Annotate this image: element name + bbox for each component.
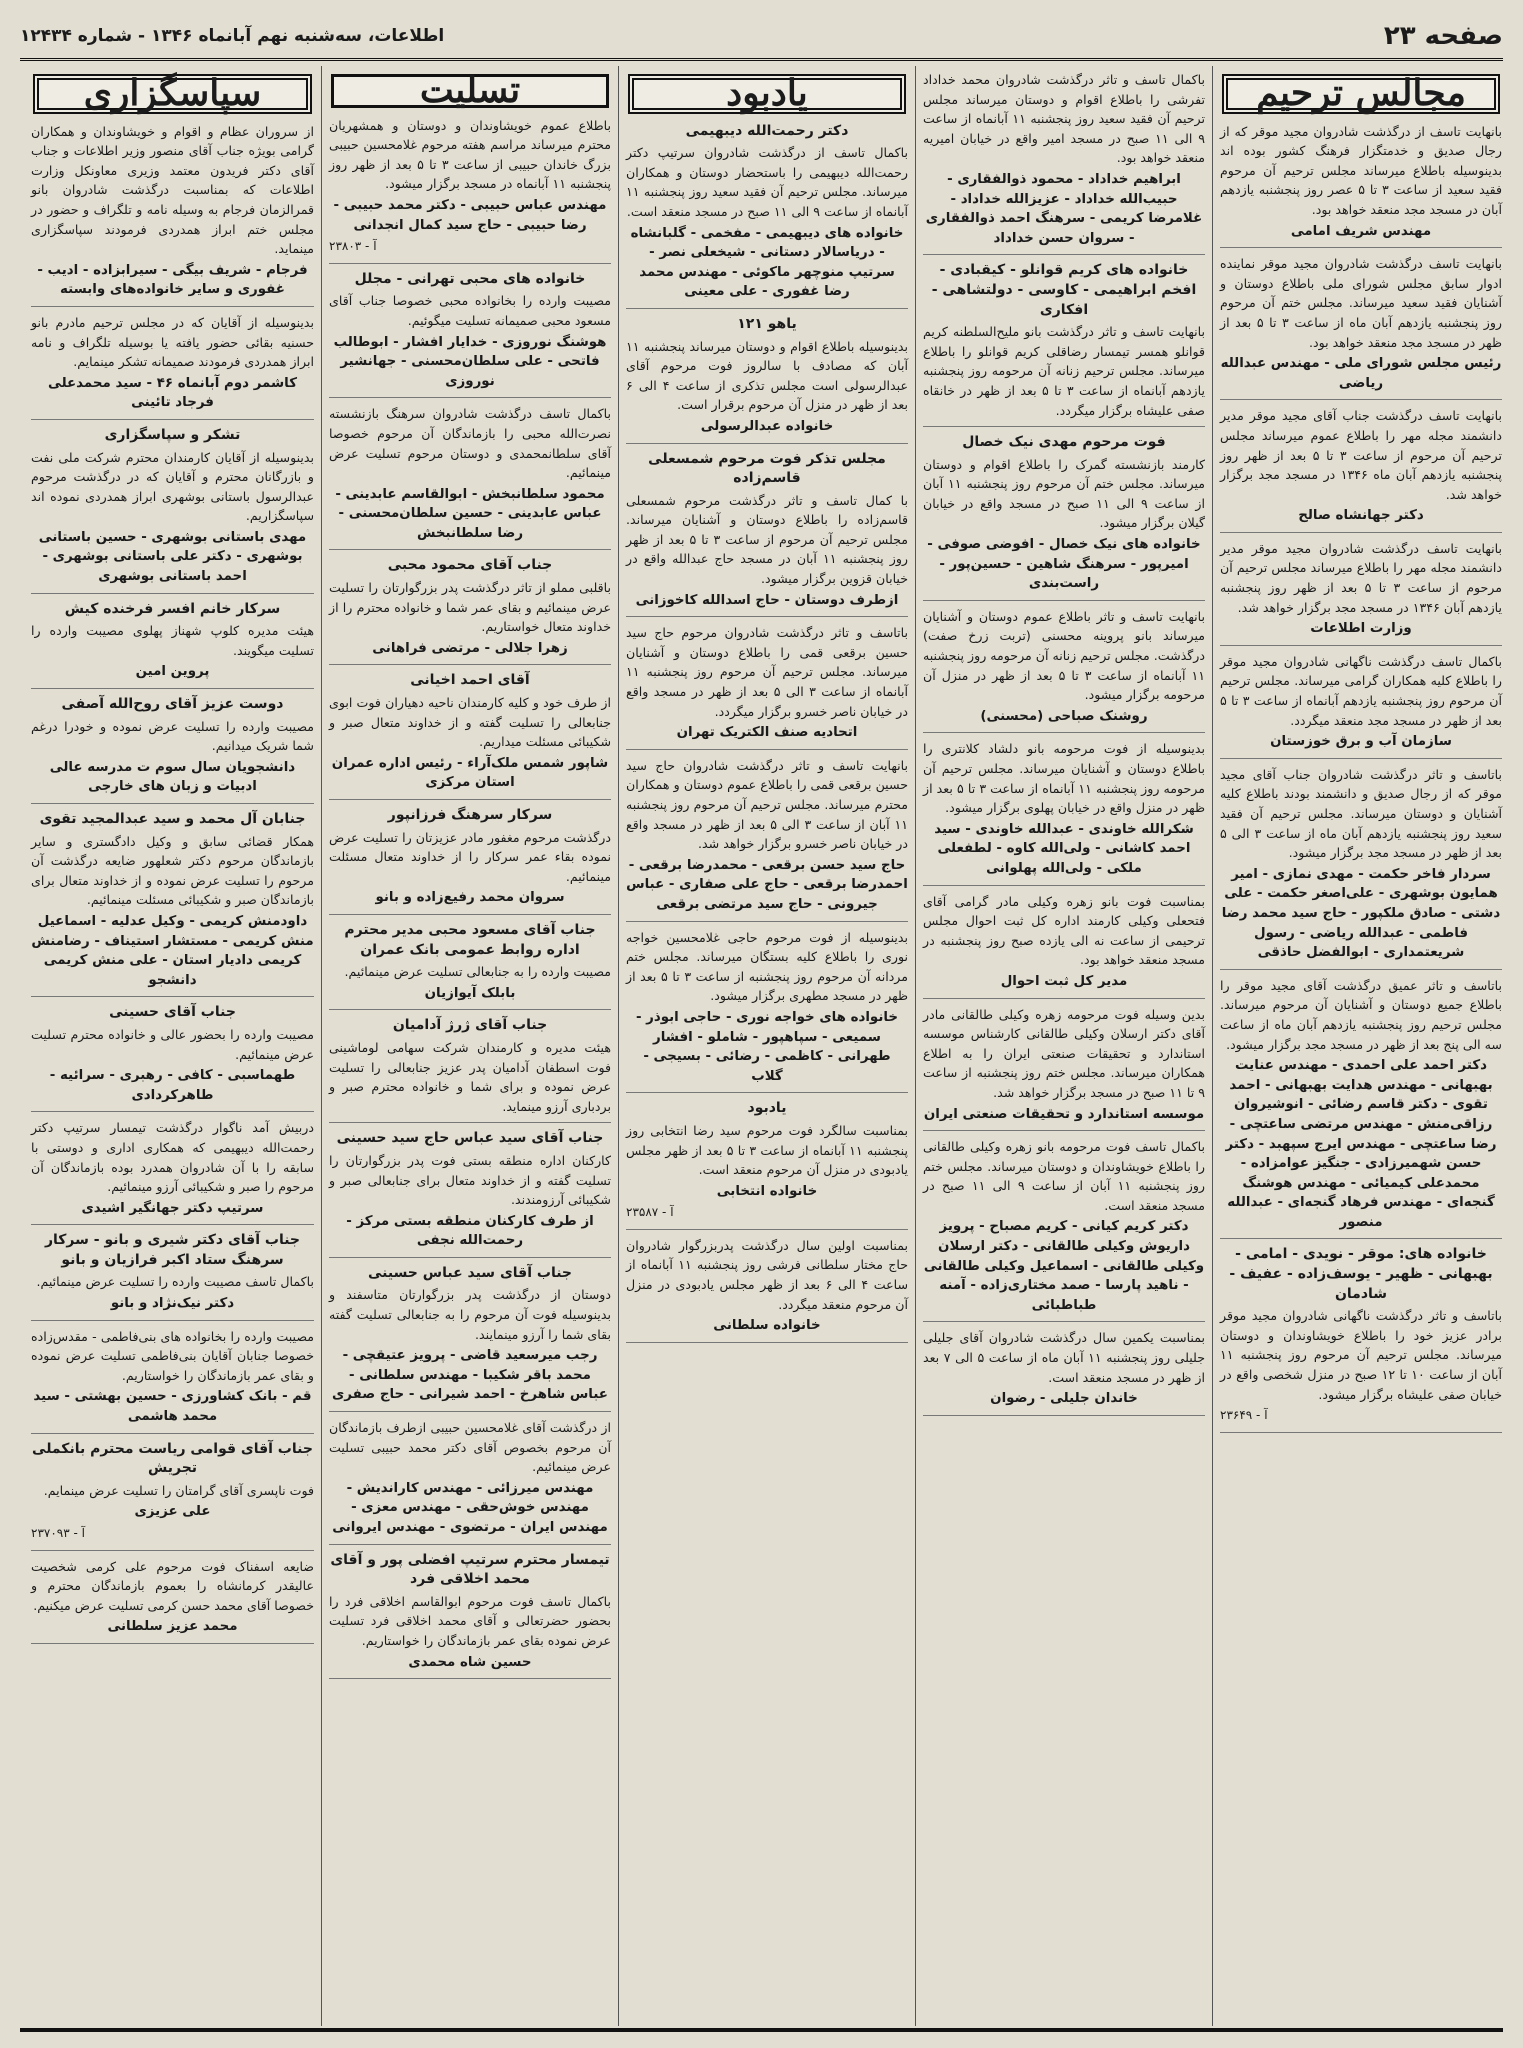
notice-signatories: سروان محمد رفیع‌زاده و بانو — [375, 890, 565, 906]
notice-body: باکمال تاسف و تاثر درگذشت شادروان محمد خداداد تفرشی را باطلاع اقوام و دوستان میرساند مجلس ترحیم آن فقید سعید روز پنجشنبه ۱۱ آبانماه از ساعت ۹ الی ۱۱ صبح در مسجد امیر واقع در خیابان امیریه منعقد خواهد بود. — [923, 72, 1206, 166]
notice-body: باتاسف و تاثر درگذشت شادروان مرحوم حاج سید حسین برقعی قمی را باطلاع دوستان و آشنایان میرساند. مجلس ترحیم آن مرحوم روز پنجشنبه ۱۱ آبانماه از ساعت ۳ الی ۵ بعد از ظهر در مسجد واقع در خیابان ناصر خسرو برگزار میگردد. — [626, 625, 908, 719]
notice — [1220, 765, 1502, 970]
ad-reference-code: آ - ۲۳۵۸۷ — [626, 1205, 674, 1220]
notice-body: دربیش آمد ناگوار درگذشت تیمسار سرتیپ دکتر رحمت‌الله دیبهیمی که همکاری اداری و دوستی با سابقه را با آن شادروان همدرد بوده بازماندگان آن مرحوم را صبر و شکیبائی آرزو مینمائیم. — [31, 1120, 314, 1195]
page-number: صفحه ۲۳ — [1383, 21, 1503, 51]
column-4 — [321, 66, 618, 2026]
notice-body: از طرف خود و کلیه کارمندان ناحیه دهیاران فوت ابوی جنابعالی را تسلیت گفته و از خداوند متعال صبر و شکیبائی مسئلت میداریم. — [329, 695, 611, 750]
notice-title: جناب آقای مسعود محبی مدیر محترم اداره روابط عمومی بانک عمران — [344, 921, 596, 958]
notice — [329, 671, 611, 800]
notice-title: یاهو ۱۲۱ — [737, 315, 797, 332]
notice-signatories: شاپور شمس ملک‌آراء - رئیس اداره عمران استان مرکزی — [331, 755, 609, 791]
notice-signatories: فرجام - شریف بیگی - سیرابزاده - ادیب - غفوری و سایر خانواده‌های وابسته — [37, 262, 308, 298]
notice — [923, 1328, 1205, 1415]
notice — [329, 1016, 611, 1123]
notice-body: باکمال تاسف از درگذشت شادروان سرتیپ دکتر رحمت‌الله دیبهیمی را باستحضار دوستان و همکاران میرساند. مجلس ترحیم آن فقید سعید روز پنجشنبه ۱۱ آبانماه از ساعت ۹ الی ۱۱ صبح در مسجد منعقد است. — [626, 145, 908, 219]
notice — [329, 1418, 611, 1545]
notice-body: با کمال تاسف و تاثر درگذشت مرحوم شمسعلی قاسم‌زاده را باطلاع دوستان و آشنایان میرساند. مجلس ترحیم آن مرحوم از ساعت ۳ تا ۵ بعد از ظهر روز پنجشنبه ۱۱ آبان در مسجد حاج عبدالله واقع در خیابان قزوین برگزار میشود. — [626, 492, 908, 587]
notice-body: باکمال تاسف مصیبت وارده را تسلیت عرض مینمائیم. — [36, 1274, 314, 1290]
section-banner: تسلیت — [331, 74, 609, 108]
notice-signatories: ازطرف دوستان - حاج اسدالله کاخوزانی — [635, 592, 899, 608]
notice-signatories: رجب میرسعید قاضی - پرویز عتیقچی - محمد باقر شکیبا - مهندس سلطانی - عباس شاهرخ - احمد شیرانی - حاج صفری — [332, 1348, 608, 1403]
section-banner: مجالس ترحیم — [1222, 74, 1500, 114]
notice-signatories: دکتر نیک‌نژاد و بانو — [110, 1296, 235, 1312]
notice — [923, 433, 1205, 601]
notice — [31, 695, 314, 804]
notice-body: کارمند بازنشسته گمرک را باطلاع اقوام و دوستان میرساند. مجلس ختم آن مرحوم روز پنجشنبه ۱۱ آبان از ساعت ۹ الی ۱۱ صبح در مسجد واقع در خیابان گیلان برگزار میشود. — [923, 456, 1206, 531]
notice — [626, 122, 908, 309]
notice-body: همکار قضائی سابق و وکیل دادگستری و سایر بازماندگان مرحوم دکتر شعلهور ضایعه درگذشت آن مرحوم را تسلیت عرض نموده و از خداوند متعال برای بازماندگان صبر و شکیبائی مسئلت مینمائیم. — [31, 833, 314, 908]
notice-signatories: دکتر احمد علی احمدی - مهندس عنایت بهبهانی - مهندس هدایت بهبهانی - احمد تقوی - دکتر قاسم رضائی - انوشیروان رزاقی‌منش - مهندس مرتضی ساعتچی - رضا ساعتچی - مهندس ایرج سپهبد - دکتر حسن شهمیرزادی - جنگیز عوامزاده - محمدعلی کیمیائی - مهندس هوشنگ گنجه‌ای - مهندس فرهاد گنجه‌ای - عبدالله منصور — [1225, 1058, 1497, 1230]
notice-signatories: زهرا جلالی - مرتضی فراهانی — [372, 640, 568, 656]
notice-signatories: خاندان جلیلی - رضوان — [990, 1391, 1138, 1407]
notice-signatories: خانواده های نیک خصال - افوضی صوفی - امیرپور - سرهنگ شاهین - حسین‌پور - راست‌بندی — [927, 537, 1201, 592]
notice-body: کارکنان اداره منطقه بستی فوت پدر بزرگوارتان را تسلیت گفته و از خداوند متعال برای جنابعالی صبر و شکیبائی آرزومندند. — [329, 1152, 611, 1208]
notice — [626, 1099, 908, 1230]
notice — [626, 1236, 908, 1343]
notice — [31, 313, 314, 420]
notice — [626, 315, 908, 444]
notice-title: جناب آقای ژرژ آدامیان — [392, 1017, 548, 1034]
notice — [31, 122, 314, 307]
notice — [31, 1440, 314, 1551]
notice-signatories: دکتر کریم کیانی - کریم مصباح - پرویز داریوش وکیلی طالقانی - دکتر ارسلان وکیلی طالقانی - اسماعیل وکیلی طالقانی - ناهید پارسا - صمد مختاری‌زاده - آمنه طباطبائی — [923, 1219, 1205, 1313]
notice — [31, 1557, 314, 1644]
page-header — [20, 14, 1503, 61]
notice-body: باقلبی مملو از تاثر درگذشت پدر بزرگوارتان را تسلیت عرض مینمائیم و بقای عمر شما و خانواده محترم را از خداوند متعال خواستاریم. — [329, 580, 611, 635]
notice-title: جناب آقای سید عباس حاج سید حسینی — [336, 1130, 604, 1147]
notice-signatories: رئیس مجلس شورای ملی - مهندس عبدالله ریاضی — [1220, 356, 1502, 391]
notice-signatories: طهماسبی - کافی - رهبری - سرائیه - طاهرکردادی — [49, 1068, 296, 1103]
notice-body: بمناسبت فوت بانو زهره وکیلی مادر گرامی آقای فتحعلی وکیلی کارمند اداره کل ثبت احوال مجلس ترحیمی از ساعت نه الی یازده صبح روز پنجشنبه در مسجد منعقد خواهد بود. — [923, 893, 1205, 968]
notice-title: آقای احمد اخیانی — [410, 672, 530, 689]
notice-body: هیئت مدیره کلوپ شهناز پهلوی مصیبت وارده را تسلیت میگویند. — [31, 623, 314, 658]
notice — [923, 261, 1205, 427]
notice-body: بانهایت تاسف از درگذشت شادروان مجید موقر که از رجال صدیق و خدمتگزار فرهنگ کشور بوده اند بدینوسیله باطلاع میرساند مجلس ترحیم آن مرحوم فقید سعید از ساعت ۳ تا ۵ عصر روز پنجشنبه یازدهم آبان در مسجد مجد منعقد خواهد بود. — [1220, 123, 1502, 217]
notice-signatories: روشنک صباحی (محسنی) — [980, 708, 1148, 724]
notice — [923, 70, 1205, 255]
notice-body: باکمال تاسف درگذشت ناگهانی شادروان مجید موقر را باطلاع کلیه همکاران گرامی میرساند. مجلس ترحیم آن مرحوم روز پنجشنبه یازدهم آبانماه از ساعت ۳ تا ۵ بعد از ظهر در مسجد مجد منعقد میگردد. — [1220, 653, 1502, 728]
notice-title: جناب آقای دکتر شیری و بانو - سرکار سرهنگ ستاد اکبر فرازیان و بانو — [44, 1232, 301, 1268]
notice-body: درگذشت مرحوم مغفور مادر عزیزتان را تسلیت عرض نموده بقاء عمر سرکار را از خداوند متعال مسئلت مینمائیم. — [329, 829, 611, 884]
notice — [31, 1003, 314, 1112]
notice-body: باتاسف و تاثر عمیق درگذشت آقای مجید موقر را باطلاع جمیع دوستان و آشنایان آن مرحوم میرساند. مجلس ترحیم روز پنجشنبه یازدهم آبان ماه از ساعت سه الی پنج بعد از ظهر در مسجد مجد برگزار میشود. — [1220, 977, 1502, 1052]
notice — [1220, 1245, 1502, 1432]
notice-body: بانهایت تاسف و تاثر درگذشت بانو ملیح‌السلطنه کریم قوانلو همسر تیمسار رضاقلی کریم قوانلو را باطلاع میرساند. مجلس ترحیم زنانه آن مرحومه روز پنجشنبه یازدهم آبانماه از ساعت ۳ تا ۵ بعد از ظهر در خانقاه صفی علیشاه برگزار میگردد. — [923, 324, 1205, 418]
notice — [1220, 122, 1502, 249]
notice — [923, 607, 1205, 734]
notice — [329, 270, 611, 399]
notice-signatories: هوشنگ نوروزی - خدایار افشار - ابوطالب فاتحی - علی سلطان‌محسنی - جهانشیر نوروزی — [333, 334, 607, 389]
column-5 — [24, 66, 321, 2026]
notice — [626, 623, 908, 750]
notice-title: سرکار خانم افسر فرخنده کیش — [64, 600, 281, 617]
notice-signatories: خانواده انتخابی — [716, 1183, 818, 1199]
notice — [329, 806, 611, 915]
section-banner: یادبود — [628, 74, 906, 114]
notice-title: مجلس تذکر فوت مرحوم شمسعلی قاسم‌زاده — [648, 450, 886, 487]
notice-body: بدینوسیله از فوت مرحوم حاجی غلامحسین خواجه نوری را باطلاع کلیه بستگان میرساند. مجلس ختم مردانه آن مرحوم روز پنجشنبه از ساعت ۳ تا ۵ بعد از ظهر در مسجد مطهری برگزار میشود. — [626, 929, 909, 1004]
column-1 — [1212, 66, 1509, 2026]
notice-signatories: سردار فاخر حکمت - مهدی نمازی - امیر همایون بوشهری - علی‌اصغر حکمت - علی دشتی - صادق ملکپور - حاج سید محمد رضا فاطمی - عبدالله ریاضی - رسول شریعتمداری - ابوالفضل حاذقی — [1221, 866, 1501, 961]
notice-body: فوت ناپسری آقای گرامتان را تسلیت عرض مینمایم. — [43, 1482, 314, 1498]
notice-signatories: مهندس عباس حبیبی - دکتر محمد حبیبی - رضا حبیبی - حاج سید کمال انجدانی — [333, 197, 607, 233]
ad-reference-code: آ - ۲۳۷۰۹۳ — [31, 1526, 85, 1540]
notice — [1220, 254, 1502, 400]
notice-signatories: وزارت اطلاعات — [1310, 621, 1412, 637]
notice-title: تشکر و سپاسگزاری — [104, 426, 241, 443]
notice-signatories: خانواده سلطانی — [713, 1318, 821, 1334]
notice-title: یادبود — [747, 1100, 787, 1117]
notice — [329, 921, 611, 1010]
notice-body: بانهایت تاسف و تاثر باطلاع عموم دوستان و آشنایان میرساند بانو پروینه محسنی (تربت زرخ صفت) درگذشت. مجلس ترحیم زنانه آن مرحومه روز پنجشنبه ۱۱ آبانماه از ساعت ۳ تا ۵ بعد از ظهر در منزل آن مرحومه برگزار میشود. — [923, 608, 1205, 703]
notice — [1220, 539, 1502, 646]
notice-body: بمناسبت یکمین سال درگذشت شادروان آقای جلیلی جلیلی روز پنجشنبه ۱۱ آبان ماه از ساعت ۵ الی ۷ بعد از ظهر در مسجد منعقد است. — [923, 1330, 1206, 1385]
notice-signatories: کاشمر دوم آبانماه ۴۶ - سید محمدعلی فرجاد تائینی — [48, 375, 297, 411]
notice-signatories: ابراهیم خداداد - محمود ذوالفقاری - حبیب‌الله خداداد - عزیزالله خداداد - غلامرضا کریمی - سرهنگ احمد ذوالفقاری - سروان حسن خداداد — [925, 171, 1203, 246]
notice-title: جناب آقای قوامی ریاست محترم بانکملی تجریش — [32, 1440, 313, 1477]
notice-title: خانواده های: موقر - نویدی - امامی - بهبهانی - ظهیر - یوسف‌زاده - عفیف - شادمان — [1229, 1246, 1493, 1302]
notice-body: بانهایت تاسف درگذشت شادروان مجید موقر نماینده ادوار سابق مجلس شورای ملی باطلاع دوستان و آشنایان فقید سعید میرساند. مجلس ختم آن مرحوم روز پنجشنبه یازدهم آبان ماه از ساعت ۳ تا ۵ بعد از ظهر در مسجد مجد منعقد خواهد بود. — [1220, 256, 1502, 350]
notice-title: فوت مرحوم مهدی نیک خصال — [962, 434, 1166, 451]
notice-body: بمناسبت اولین سال درگذشت پدربزرگوار شادروان حاج مختار سلطانی فرشی روز پنجشنبه ۱۱ آبانماه از ساعت ۴ الی ۶ بعد از ظهر مجلس یادبودی در منزل آن مرحوم منعقد میگردد. — [626, 1237, 909, 1312]
notice-body: بانهایت تاسف درگذشت جناب آقای مجید موقر مدیر دانشمند مجله مهر را باطلاع عموم میرساند مجلس ترحیم آن مرحوم از ساعت ۳ تا ۵ بعد از ظهر روز پنجشنبه یازدهم آبان ماه ۱۳۴۶ در مسجد مجد برگزار خواهد شد. — [1220, 408, 1502, 502]
notice-signatories: پروین امین — [135, 664, 210, 680]
notice — [329, 1551, 611, 1680]
notice-body: مصیبت وارده را بحضور عالی و خانواده محترم تسلیت عرض مینمائیم. — [31, 1026, 314, 1062]
notice-body: بمناسبت سالگرد فوت مرحوم سید رضا انتخابی روز پنجشنبه ۱۱ آبانماه از ساعت ۳ تا ۵ بعد از ظهر مجلس یادبودی در منزل آن مرحوم منعقد است. — [626, 1122, 908, 1178]
notice-body: باطلاع عموم خویشاوندان و دوستان و همشهریان محترم میرساند مراسم هفته مرحوم غلامحسین حبیبی بزرگ خاندان حبیبی از ساعت ۳ تا ۵ بعد از ظهر روز پنجشنبه ۱۱ آبانماه در مسجد برگزار میشود. — [329, 117, 611, 192]
notice-signatories: خانواده های خواجه نوری - حاجی ابوذر - سمیعی - سپاهپور - شاملو - افشار طهرانی - کاظمی - رضائی - بسیجی - گلاب — [635, 1009, 899, 1084]
notice-body: مصیبت وارده را تسلیت عرض نموده و خودرا درغم شما شریک میدانیم. — [31, 718, 314, 754]
notice-title: جنابان آل محمد و سید عبدالمجید تقوی — [39, 811, 306, 827]
notice — [329, 116, 611, 264]
notice-signatories: دکتر جهانشاه صالح — [1298, 508, 1424, 524]
notice-body: بدین وسیله فوت مرحومه زهره وکیلی طالقانی مادر آقای دکتر ارسلان وکیلی طالقانی کارشناس موسسه استاندارد و تحقیقات صنعتی ایران را به اطلاع همکاران میرساند. مجلس ختم روز پنجشنبه از ساعت ۹ تا ۱۱ صبح در مسجد برگزار خواهد شد. — [923, 1006, 1205, 1100]
notice-title: دکتر رحمت‌الله دیبهیمی — [685, 122, 849, 139]
notice-signatories: شکرالله خاوندی - عبدالله خاوندی - سید احمد کاشانی - ولی‌الله کاوه - لطفعلی ملکی - ولی‌الله پهلوانی — [934, 821, 1194, 876]
notice-signatories: از طرف کارکنان منطقه بستی مرکز - رحمت‌الله نجفی — [346, 1213, 594, 1249]
notice-body: دوستان از درگذشت پدر بزرگوارتان متاسفند و بدینوسیله فوت آن مرحوم را به جنابعالی تسلیت گفته بقای شما را آرزو مینمایند. — [329, 1287, 611, 1342]
notice — [31, 1327, 314, 1434]
notice — [626, 928, 908, 1094]
notice-body: باکمال تاسف فوت مرحوم ابوالقاسم اخلاقی فرد را بحضور حضرتعالی و آقای محمد اخلاقی فرد تسلیت عرض نموده بقای عمر بازماندگان را خواستاریم. — [329, 1593, 611, 1648]
notice — [923, 739, 1205, 885]
notice-body: هیئت مدیره و کارمندان شرکت سهامی لوماشینی فوت اسطفان آدامیان پدر عزیز جنابعالی را تسلیت عرض نموده و برای شما و خانواده محترم صبر و بردباری آرزو مینماید. — [329, 1039, 611, 1114]
notice — [1220, 976, 1502, 1240]
notice-body: بانهایت تاسف درگذشت شادروان مجید موقر مدیر دانشمند مجله مهر را باطلاع میرساند مجلس ترحیم آن مرحوم از ساعت ۳ تا ۵ بعد از ظهر روز پنجشنبه یازدهم آبان ۱۳۴۶ در مسجد مجد برگزار خواهد شد. — [1220, 540, 1502, 615]
notice-body: بانهایت تاسف و تاثر درگذشت شادروان حاج سید حسین برقعی قمی را باطلاع عموم دوستان و همکاران محترم میرساند. مجلس ترحیم آن مرحوم روز پنجشنبه ۱۱ آبان از ساعت ۳ الی ۵ بعد از ظهر در مسجد واقع در خیابان ناصر خسرو برگزار خواهد شد. — [626, 757, 908, 852]
notice-columns — [14, 66, 1509, 2026]
notice-title: خانواده های محبی تهرانی - مجلل — [354, 270, 586, 287]
notice — [1220, 652, 1502, 759]
notice — [923, 1005, 1205, 1132]
notice-title: خانواده های کریم قوانلو - کیقبادی - افخم ابراهیمی - کاوسی - دولتشاهی - افکاری — [931, 262, 1197, 318]
notice-signatories: خانواده عبدالرسولی — [700, 418, 834, 434]
notice — [329, 1129, 611, 1258]
notice-body: ضایعه اسفناک فوت مرحوم علی کرمی شخصیت عالیقدر کرمانشاه را بعموم بازماندگان محترم و خصوصا آقای محمد حسن کرمی تسلیت عرض میکنیم. — [31, 1558, 314, 1613]
section-banner: سپاسگزاری — [33, 74, 312, 114]
notice-signatories: خانواده های دیبهیمی - مفخمی - گلبانشاه - دریاسالار دستانی - شیخعلی نصر - سرتیپ منوچهر ماکوئی - مهندس محمد رضا غفوری - علی معینی — [630, 225, 904, 300]
notice-body: بدینوسیله از فوت مرحومه بانو دلشاد کلانتری را باطلاع دوستان و آشنایان میرساند. مجلس ترحیم آن مرحومه روز پنجشنبه ۱۱ آبانماه از ساعت ۳ تا ۵ بعد از ظهر در منزل واقع در خیابان پهلوی برگزار میشود. — [923, 741, 1205, 816]
notice-signatories: اتحادیه صنف الکتریک تهران — [676, 725, 858, 741]
ad-reference-code: آ - ۲۳۶۴۹ — [1220, 1408, 1268, 1423]
notice-signatories: دانشجویان سال سوم ت مدرسه عالی ادبیات و زبان های خارجی — [49, 759, 296, 795]
notice-signatories: بابلک آیوازیان — [424, 985, 516, 1001]
notice-signatories: محمد عزیز سلطانی — [107, 1619, 238, 1635]
newspaper-issue-info: اطلاعات، سه‌شنبه نهم آبانماه ۱۳۴۶ - شماره ۱۲۴۳۴ — [20, 26, 445, 46]
notice-signatories: سازمان آب و برق خوزستان — [1270, 734, 1452, 750]
ad-reference-code: آ - ۲۳۸۰۳ — [329, 239, 377, 254]
column-3 — [618, 66, 915, 2026]
notice-body: باکمال تاسف فوت مرحومه بانو زهره وکیلی طالقانی را باطلاع خویشاوندان و دوستان میرساند. مجلس ختم روز پنجشنبه ۱۱ آبان از ساعت ۹ الی ۱۱ صبح در مسجد منعقد است. — [923, 1139, 1205, 1213]
notice-signatories: سرتیپ دکتر جهانگیر اشیدی — [81, 1200, 264, 1216]
notice-signatories: مهدی باستانی بوشهری - حسین باستانی بوشهری - دکتر علی باستانی بوشهری - احمد باستانی بوشهری — [38, 529, 307, 585]
notice-signatories: مدیر کل ثبت احوال — [1000, 973, 1128, 989]
notice — [329, 556, 611, 665]
notice-signatories: قم - بانک کشاورزی - حسین بهشتی - سید محمد هاشمی — [33, 1389, 312, 1425]
notice — [626, 756, 908, 922]
notice-signatories: داودمنش کریمی - وکیل عدلیه - اسماعیل منش کریمی - مستشار استیناف - رضامنش کریمی دادیار استان - علی منش کریمی دانشجو — [31, 913, 314, 988]
notice-signatories: علی عزیزی — [134, 1504, 211, 1520]
notice-body: مصیبت وارده را بخانواده های بنی‌فاطمی - مقدس‌زاده خصوصا جنابان آقایان بنی‌فاطمی تسلیت عرض نموده و بقای عمر بازماندگان را خواستاریم. — [31, 1328, 314, 1383]
notice-signatories: مهندس میرزائی - مهندس کاراندیش - مهندس خوش‌حقی - مهندس معزی - مهندس ایران - مرتضوی - مهندس ایروانی — [332, 1480, 608, 1535]
notice-signatories: موسسه استاندارد و تحقیقات صنعتی ایران — [923, 1106, 1205, 1122]
notice — [31, 600, 314, 689]
notice-body: از درگذشت آقای غلامحسین حبیبی ازطرف بازماندگان آن مرحوم بخصوص آقای دکتر محمد حبیبی تسلیت عرض مینمائیم. — [329, 1420, 611, 1475]
notice-body: مصیبت وارده را بخانواده محبی خصوصا جناب آقای مسعود محبی صمیمانه تسلیت میگوئیم. — [329, 293, 611, 328]
notice-body: از سروران عظام و اقوام و خویشاوندان و همکاران گرامی بویژه جناب آقای منصور وزیر اطلاعات و جناب آقای دکتر فریدون معتمد وزیری معاونکل وزارت اطلاعات که بمناسبت درگذشت شادروان بانو قمرالزمان فرجام به وسیله نامه و تلگراف و حضور در مجلس ختم ابراز همدردی فرمودند سپاسگزاری مینماید. — [31, 123, 314, 257]
notice-signatories: مهندس شریف امامی — [1290, 223, 1432, 239]
notice-title: دوست عزیز آقای روح‌الله آصفی — [61, 696, 284, 713]
notice — [31, 810, 314, 997]
notice-body: بدینوسیله از آقایان که در مجلس ترحیم مادرم بانو حسنیه بقائی حضور یافته یا بوسیله تلگراف و نامه ابراز همدردی فرمودند صمیمانه تشکر مینمایم. — [31, 314, 314, 370]
notice-body: باکمال تاسف درگذشت شادروان سرهنگ بازنشسته نصرت‌الله محبی را بازماندگان آن مرحوم خصوصا آقای سلطانمحمدی و دوستان مرحوم تسلیت عرض مینمائیم. — [329, 406, 611, 481]
notice-signatories: محمود سلطانبخش - ابوالقاسم عابدینی - عباس عابدینی - حسین سلطان‌محسنی - رضا سلطانبخش — [335, 486, 605, 541]
notice-title: سرکار سرهنگ فرزانپور — [387, 807, 553, 823]
notice-title: جناب آقای حسینی — [109, 1004, 236, 1021]
column-2 — [915, 66, 1212, 2026]
notice — [923, 892, 1205, 999]
notice — [31, 426, 314, 594]
notice — [31, 1231, 314, 1320]
footer-rule — [20, 2028, 1503, 2032]
notice — [329, 1264, 611, 1412]
notice-body: مصیبت وارده را به جنابعالی تسلیت عرض مینمائیم. — [344, 964, 611, 980]
notice-body: بدینوسیله از آقایان کارمندان محترم شرکت ملی نفت و بازرگانان محترم و آقایان که در درگذشت مرحوم عبدالرسول باستانی بوشهری ابراز همدردی نموده اند سپاسگزاریم. — [31, 449, 314, 524]
notice-body: باتاسف و تاثر درگذشت شادروان جناب آقای مجید موقر که از رجال صدیق و دانشمند بودند باطلاع کلیه آشنایان و دوستان میرساند. مجلس ترحیم آن فقید سعید روز پنجشنبه یازدهم آبان ماه از ساعت ۳ الی ۵ بعد از ظهر در مسجد مجد برگزار میشود. — [1220, 766, 1502, 861]
notice — [626, 450, 908, 618]
notice — [31, 1118, 314, 1225]
notice — [1220, 406, 1502, 533]
notice-body: باتاسف و تاثر درگذشت ناگهانی شادروان مجید موقر برادر عزیز خود را باطلاع خویشاوندان و دوستان میرساند. مجلس ترحیم آن مرحوم روز پنجشنبه ۱۱ آبان از ساعت ۱۰ تا ۱۲ صبح در منزل شخصی واقع در خیابان صفی علیشاه برگزار میشود. — [1220, 1308, 1503, 1402]
notice-signatories: حسین شاه محمدی — [408, 1654, 532, 1670]
notice-title: جناب آقای سید عباس حسینی — [367, 1264, 573, 1281]
notice-title: تیمسار محترم سرتیپ افضلی پور و آقای محمد اخلاقی فرد — [330, 1551, 610, 1588]
notice — [923, 1137, 1205, 1322]
notice-title: جناب آقای محمود محبی — [387, 557, 553, 574]
notice — [329, 404, 611, 550]
notice-body: بدینوسیله باطلاع اقوام و دوستان میرساند پنجشنبه ۱۱ آبان که مصادف با سالروز فوت مرحوم آقای عبدالرسولی است مجلس تذکری از ساعت ۴ الی ۶ بعد از ظهر در منزل آن مرحوم برقرار است. — [626, 338, 908, 413]
notice-signatories: حاج سید حسن برقعی - محمدرضا برقعی - احمدرضا برقعی - حاج علی صفاری - عباس جیرونی - حاج سید مرتضی برقعی — [626, 857, 908, 912]
